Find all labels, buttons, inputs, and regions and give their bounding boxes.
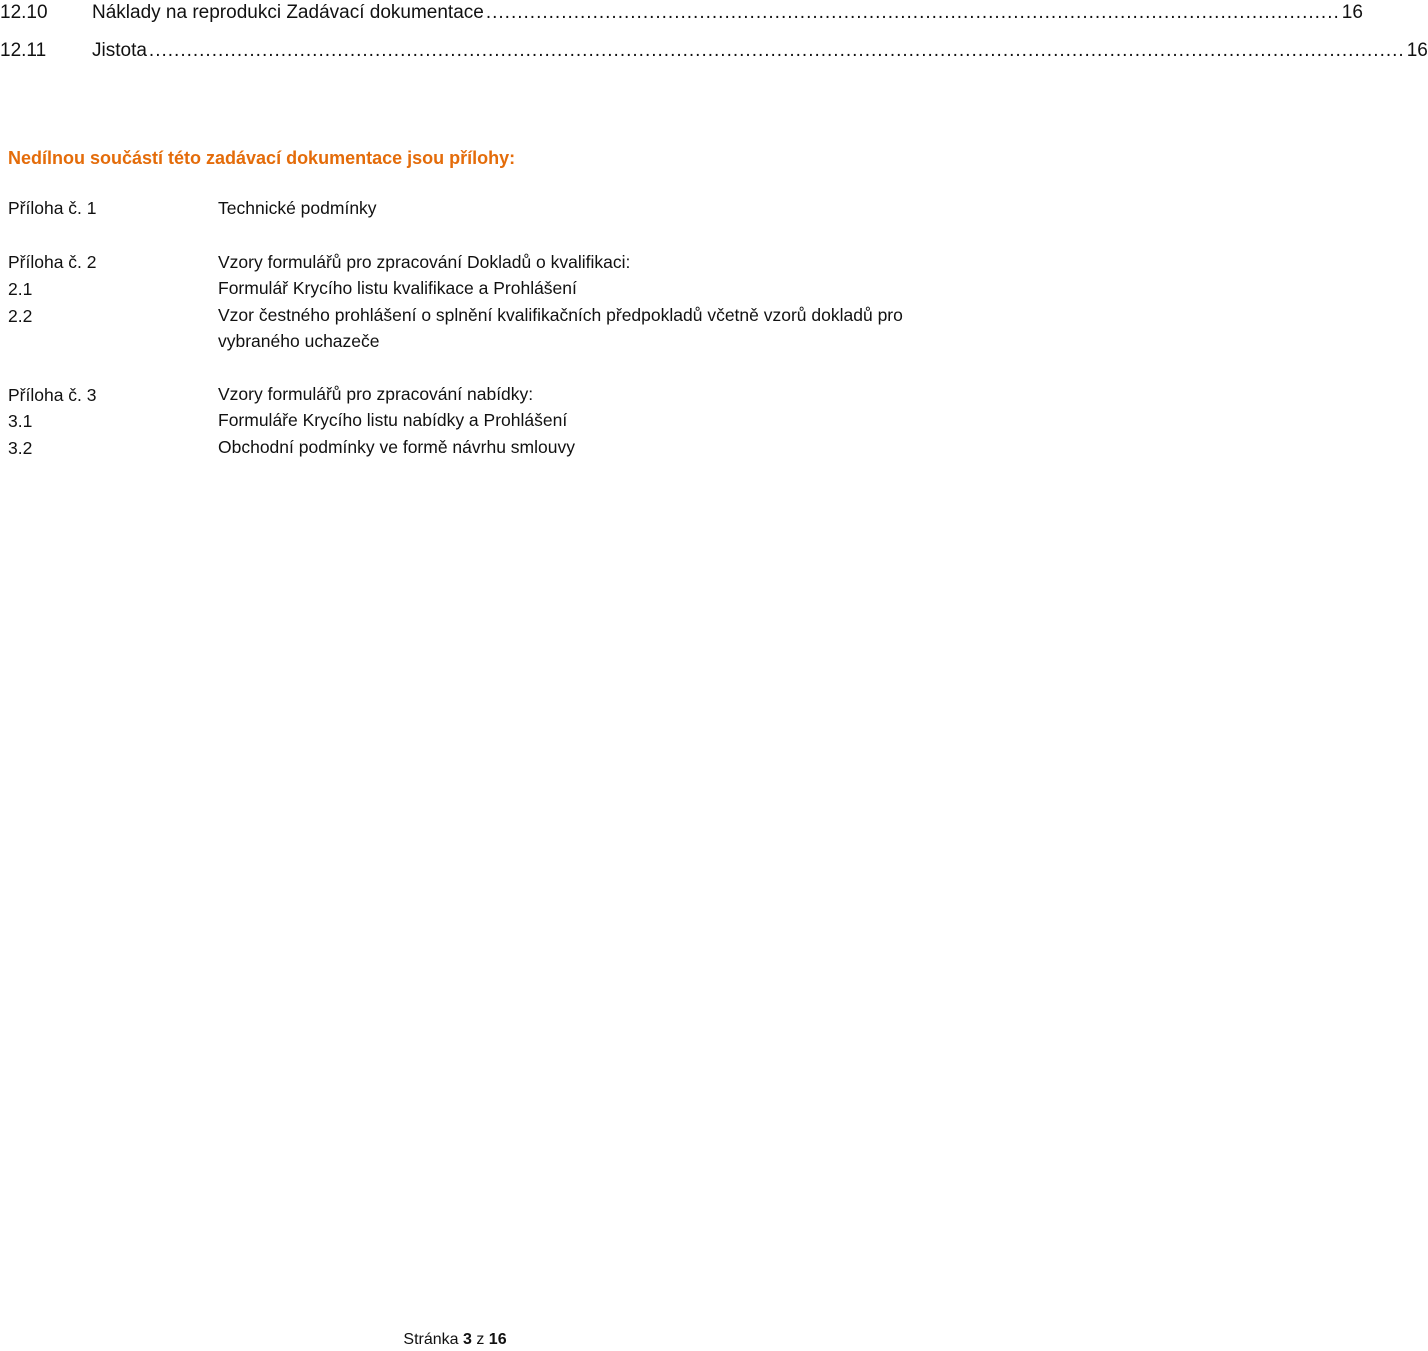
toc-entry-number: 12.11 (0, 40, 47, 61)
attachment-1-label: Příloha č. 1 (8, 198, 97, 218)
toc-entry[interactable] (0, 1, 1363, 25)
toc-entry-title: Náklady na reprodukci Zadávací dokumentace (92, 2, 484, 23)
footer-separator: z (476, 1331, 485, 1348)
toc-leader-dots: ........................................................................................................................................................................................................ (148, 40, 1405, 61)
footer-total-pages: 16 (488, 1331, 507, 1348)
footer-prefix: Stránka (403, 1331, 459, 1348)
attachment-3-text: Vzory formulářů pro zpracování nabídky: (218, 384, 534, 404)
attachments-heading: Nedílnou součástí této zadávací dokumentace jsou přílohy: (8, 148, 516, 168)
toc-entry-page: 16 (1406, 40, 1428, 61)
attachment-1-text: Technické podmínky (218, 198, 377, 218)
attachment-2-label: Příloha č. 2 (8, 252, 97, 272)
toc-entry[interactable] (0, 39, 1428, 63)
attachment-3-1-text: Formuláře Krycího listu nabídky a Prohlášení (218, 410, 568, 430)
attachment-2-2-text: Vzor čestného prohlášení o splnění kvalifikačních předpokladů včetně vzorů dokladů pro vybraného uchazeče (218, 305, 903, 351)
attachment-3-1-label: 3.1 (8, 411, 33, 431)
toc-entry-number: 12.10 (0, 2, 48, 23)
attachment-3-2-label: 3.2 (8, 438, 33, 458)
toc-entry-page: 16 (1341, 2, 1363, 23)
attachment-2-2-label: 2.2 (8, 306, 33, 326)
attachment-2-text: Vzory formulářů pro zpracování Dokladů o kvalifikaci: (218, 252, 631, 272)
attachment-3-2-text: Obchodní podmínky ve formě návrhu smlouvy (218, 437, 575, 457)
footer-current-page: 3 (462, 1331, 472, 1348)
toc-entry-title: Jistota (92, 40, 147, 61)
attachment-3-label: Příloha č. 3 (8, 385, 97, 405)
attachment-2-1-text: Formulář Krycího listu kvalifikace a Prohlášení (218, 278, 577, 298)
attachment-2-1-label: 2.1 (8, 279, 33, 299)
page-footer (0, 1329, 910, 1351)
toc-leader-dots: ........................................................................................................................................ (485, 2, 1340, 23)
